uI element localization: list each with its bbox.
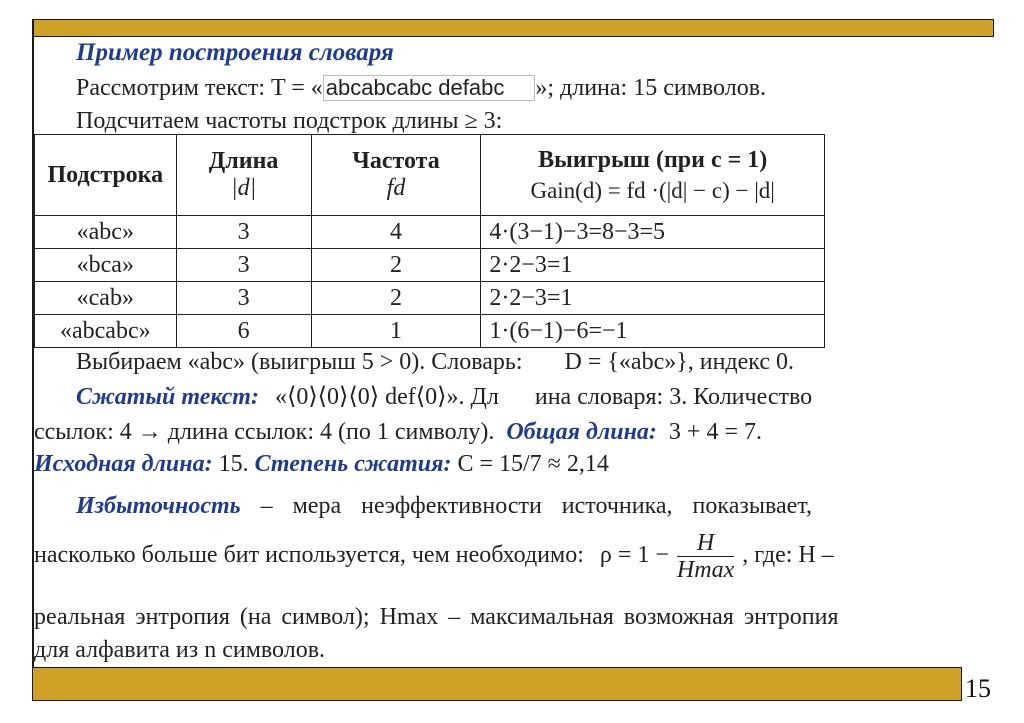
- redundancy-label: Избыточность: [76, 493, 241, 519]
- dictionary-text: D = {«abc»}, индекс 0.: [564, 349, 795, 375]
- cell-substring: «abcabc»: [35, 315, 177, 348]
- text-line-example: [76, 74, 766, 102]
- slide-title: Пример построения словаря: [76, 39, 394, 66]
- text-line-alphabet: для алфавита из n символов.: [34, 637, 326, 663]
- choice-text: Выбираем «abc» (выигрыш 5 > 0). Словарь:: [76, 349, 523, 375]
- cell-gain: 1·(6−1)−6=−1: [481, 315, 825, 348]
- fraction-denominator: Hmax: [676, 557, 735, 583]
- dictionary-length-text: ина словаря: 3. Количество: [534, 384, 813, 410]
- formula-where: , где: H –: [742, 542, 834, 569]
- example-text-box: abcabcabc defabc: [323, 75, 536, 101]
- example-suffix: »; длина: 15 символов.: [535, 75, 767, 101]
- original-length-label: Исходная длина:: [34, 451, 213, 477]
- cell-length: 3: [176, 216, 311, 249]
- cell-frequency: 1: [311, 315, 481, 348]
- cell-length: 3: [176, 282, 311, 315]
- references-text: ссылок: 4 → длина ссылок: 4 (по 1 символу).: [34, 419, 495, 445]
- cell-frequency: 2: [311, 282, 481, 315]
- header-length: [176, 135, 311, 216]
- cell-frequency: 2: [311, 249, 481, 282]
- text-line-compressed: [76, 383, 812, 411]
- cell-length: 6: [176, 315, 311, 348]
- text-line-count: Подсчитаем частоты подстрок длины ≥ 3:: [76, 108, 503, 134]
- table-row: [35, 315, 825, 348]
- text-line-redundancy: [76, 492, 812, 520]
- text-line-entropy: реальная энтропия (на символ); Hmax – максимальная возможная энтропия: [34, 604, 839, 630]
- cell-frequency: 4: [311, 216, 481, 249]
- cell-gain: 2·2−3=1: [481, 282, 825, 315]
- header-gain-formula: Gain(d) = fd ·(|d| − c) − |d|: [530, 177, 775, 203]
- formula-intro: насколько больше бит используется, чем необходимо:: [34, 542, 584, 569]
- original-length-value: 15.: [218, 451, 249, 477]
- cell-gain: 2·2−3=1: [481, 249, 825, 282]
- compression-ratio-label: Степень сжатия:: [254, 451, 452, 477]
- cell-substring: «cab»: [35, 282, 177, 315]
- header-gain-label: Выигрыш (при c = 1): [538, 146, 768, 173]
- header-length-label: Длина: [208, 148, 279, 174]
- frequency-table: [34, 134, 825, 348]
- formula-rho: ρ = 1 −: [599, 542, 669, 569]
- compressed-value: «⟨0⟩⟨0⟩⟨0⟩ def⟨0⟩». Дл: [274, 384, 499, 410]
- fraction-numerator: H: [677, 530, 734, 557]
- table-row: [35, 216, 825, 249]
- table-row: [35, 249, 825, 282]
- total-length-label: Общая длина:: [506, 419, 657, 445]
- bottom-decor-bar: [32, 667, 962, 701]
- redundancy-definition: – мера неэффективности источника, показывает,: [260, 493, 812, 519]
- page-number: 15: [965, 674, 991, 703]
- header-gain: [481, 135, 825, 216]
- cell-length: 3: [176, 249, 311, 282]
- text-line-references: [34, 418, 762, 446]
- text-line-choice: [76, 348, 794, 376]
- table-header-row: [35, 135, 825, 216]
- formula-fraction: [677, 530, 734, 583]
- header-frequency-symbol: fd: [386, 175, 406, 201]
- header-frequency-label: Частота: [352, 148, 440, 174]
- cell-gain: 4·(3−1)−3=8−3=5: [481, 216, 825, 249]
- header-length-symbol: |d|: [231, 175, 257, 201]
- left-border-line: [32, 19, 34, 701]
- cell-substring: «bca»: [35, 249, 177, 282]
- header-substring: Подстрока: [35, 135, 177, 216]
- text-line-formula: [34, 530, 834, 594]
- cell-substring: «abc»: [35, 216, 177, 249]
- compressed-label: Сжатый текст:: [76, 384, 259, 410]
- example-prefix: Рассмотрим текст: T = «: [76, 75, 323, 101]
- compression-ratio-value: C = 15/7 ≈ 2,14: [457, 451, 609, 477]
- header-frequency: [311, 135, 481, 216]
- text-line-ratio: [34, 450, 609, 478]
- table-row: [35, 282, 825, 315]
- top-decor-bar: [32, 19, 994, 37]
- total-length-value: 3 + 4 = 7.: [668, 419, 762, 445]
